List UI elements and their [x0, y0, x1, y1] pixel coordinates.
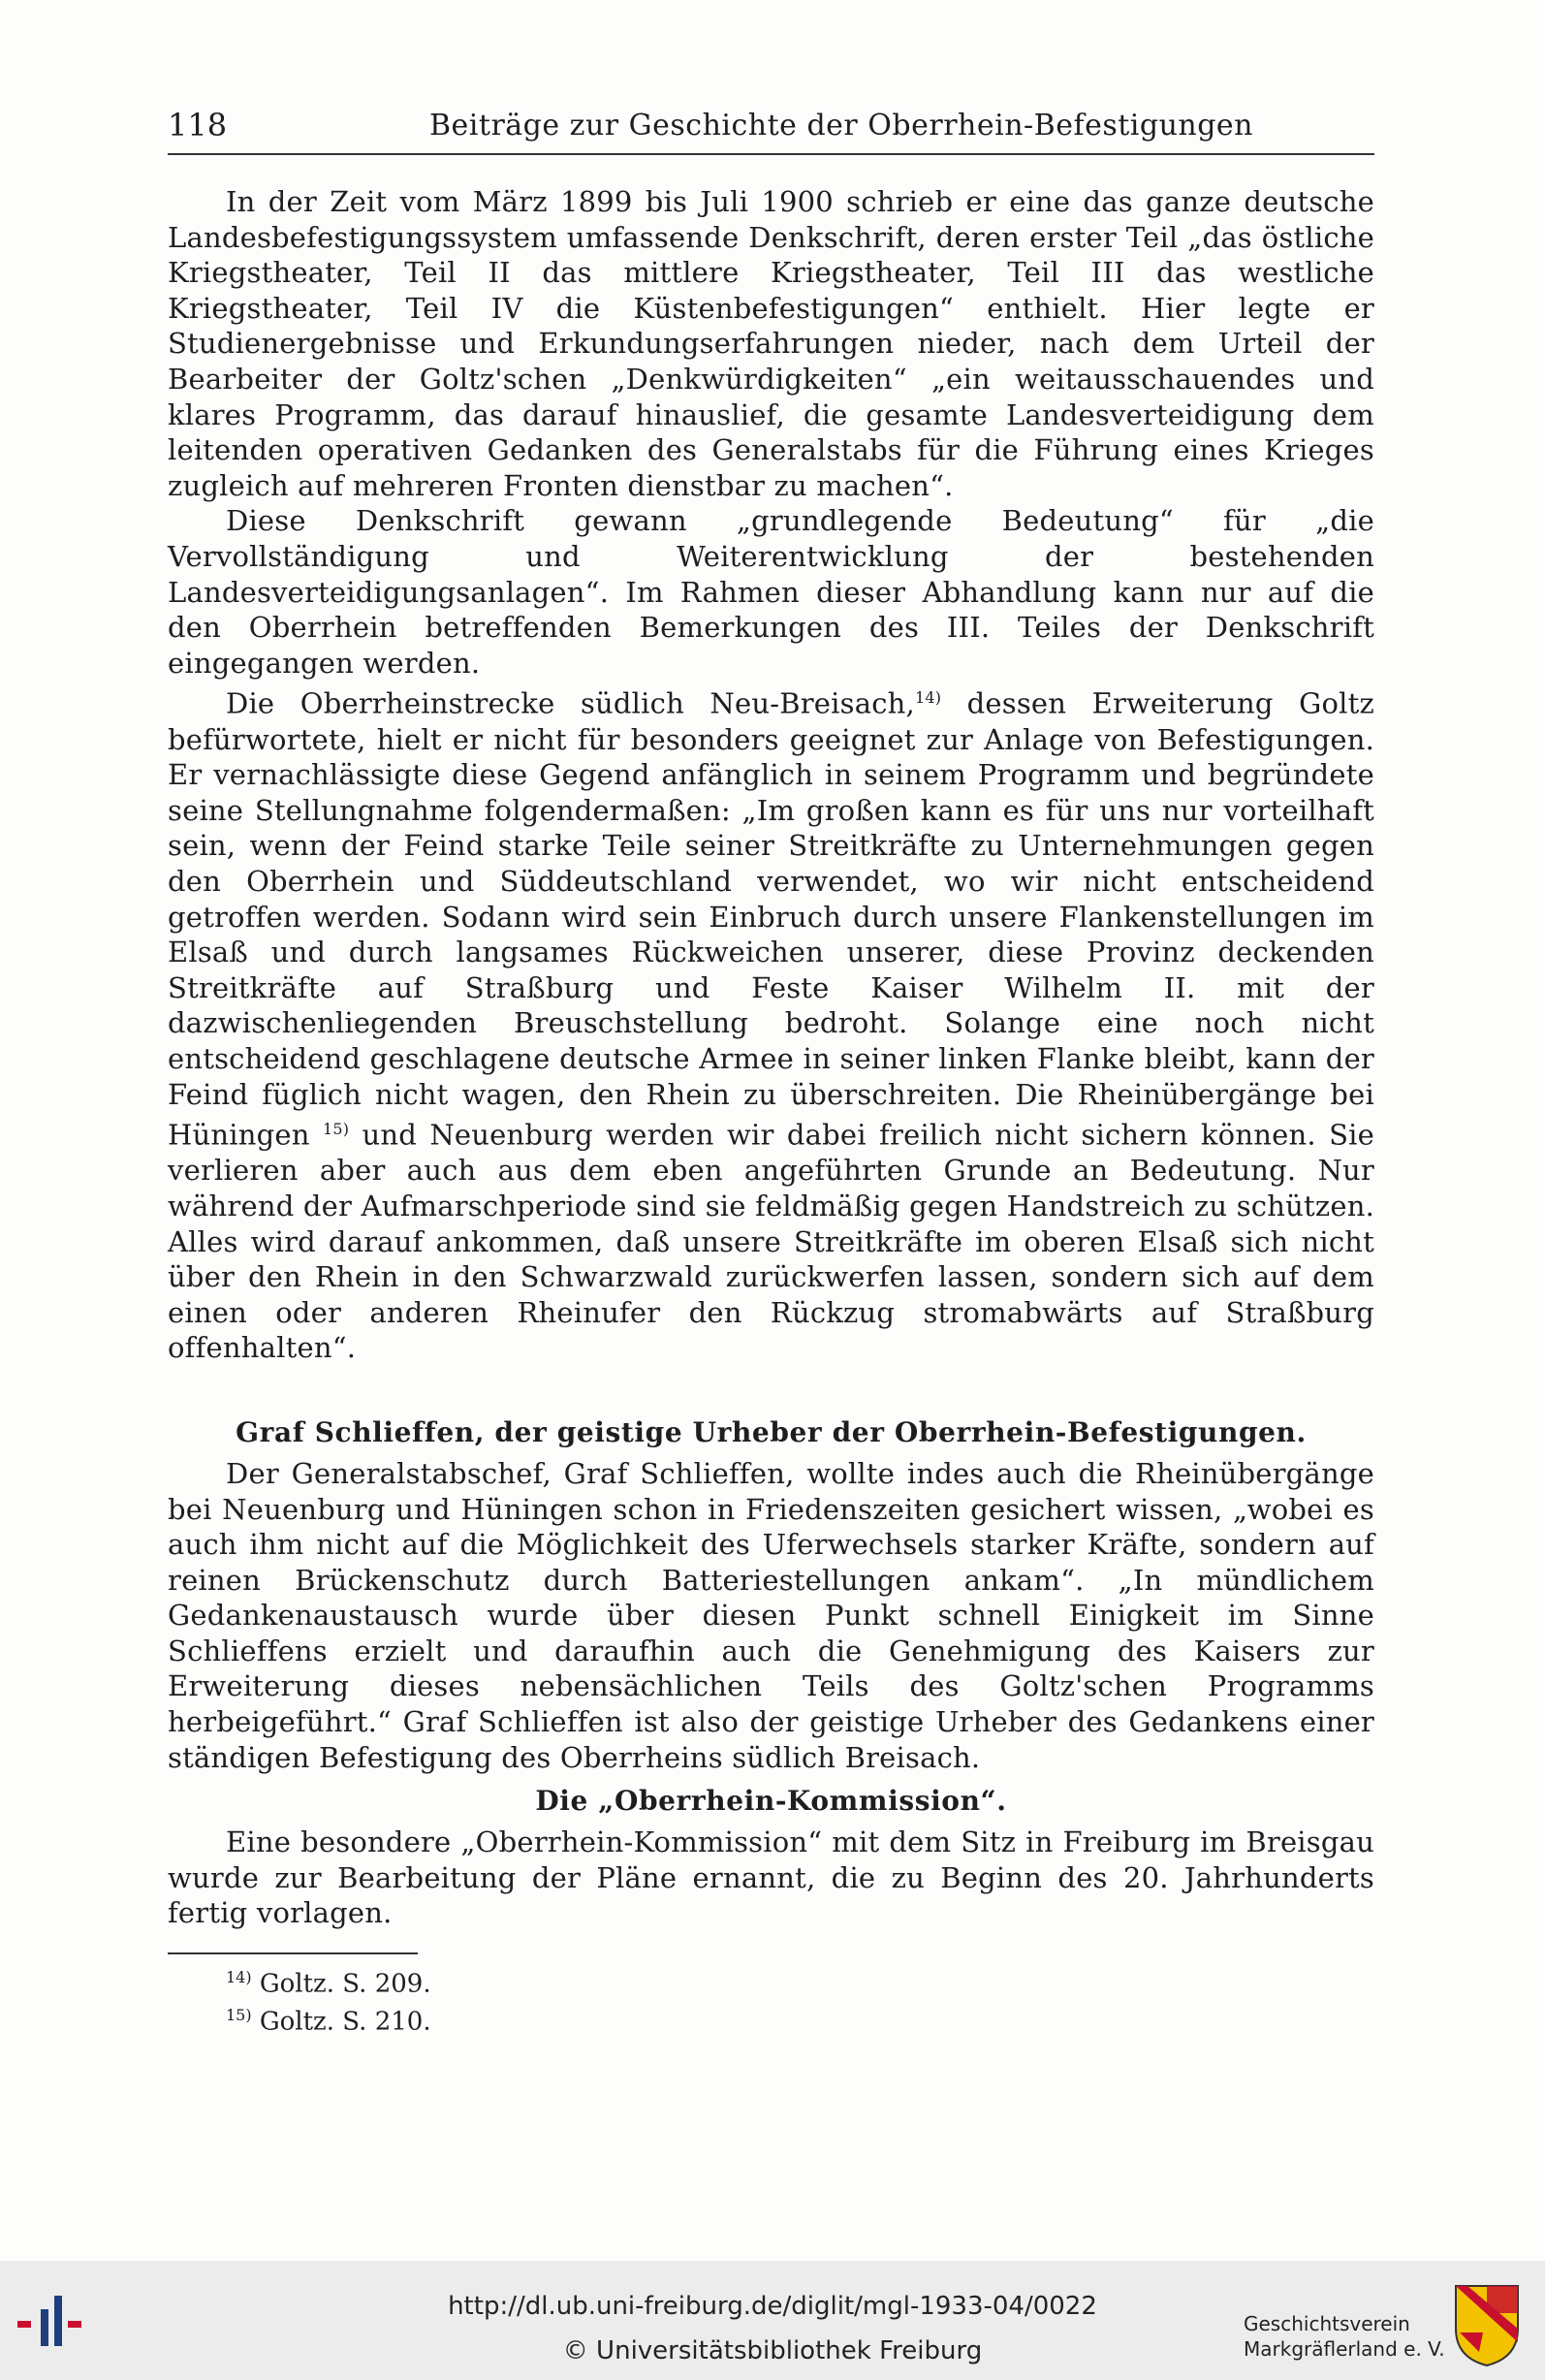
- footnote-14: [168, 1962, 1374, 2000]
- paragraph-5: Eine besondere „Oberrhein-Kommission“ mit dem Sitz in Freiburg im Breisgau wurde zur Bearbeitung der Pläne ernannt, die zu Beginn des 20. Jahrhunderts fertig vorlagen.: [168, 1825, 1374, 1930]
- paragraph-1: In der Zeit vom März 1899 bis Juli 1900 schrieb er eine das ganze deutsche Landesbefestigungssystem umfassende Denkschrift, deren erster Teil „das östliche Kriegstheater, Teil II das mittlere Kriegstheater, Teil III das westliche Kriegstheater, Teil IV die Küstenbefestigungen“ enthielt. Hier legte er Studienergebnisse und Erkundungserfahrungen nieder, nach dem Urteil der Bearbeiter der Goltz'schen „Denkwürdigkeiten“ „ein weitausschauendes und klares Programm, das darauf hinauslief, die gesamte Landesverteidigung dem leitenden operativen Gedanken des Generalstabs für die Führung eines Krieges zugleich auf mehreren Fronten dienstbar zu machen“.: [168, 185, 1374, 502]
- footnote-number: 15): [226, 2005, 252, 2024]
- section-heading-kommission: Die „Oberrhein-Kommission“.: [535, 1785, 1007, 1818]
- paragraph-4: Der Generalstabschef, Graf Schlieffen, wollte indes auch die Rheinübergänge bei Neuenburg und Hüningen schon in Friedenszeiten gesichert wissen, „wobei es auch ihm nicht auf die Möglichkeit des Uferwechsels starker Kräfte, sondern auf reinen Brückenschutz durch Batteriestellungen ankam“. „In mündlichem Gedankenaustausch wurde über diesen Punkt schnell Einigkeit im Sinne Schlieffens erzielt und daraufhin auch die Genehmigung des Kaisers zur Erweiterung dieses nebensächlichen Teils des Goltz'schen Programms herbeigeführt.“ Graf Schlieffen ist also der geistige Urheber des Gedankens einer ständigen Befestigung des Oberrheins südlich Breisach.: [168, 1456, 1374, 1774]
- footnote-15: [168, 2000, 1374, 2038]
- section-heading-schlieffen: Graf Schlieffen, der geistige Urheber der Oberrhein-Befestigungen.: [236, 1415, 1307, 1448]
- footnote-text: Goltz. S. 209.: [251, 1969, 431, 1999]
- society-name-line-1: Geschichtsverein: [1244, 2312, 1410, 2335]
- paragraph-3-part-2: dessen Erweiterung Goltz befürwortete, hielt er nicht für besonders geeignet zur Anlage von Befestigungen. Er vernachlässigte diese Gegend anfänglich in seinem Programm und begründete seine Stellungnahme folgendermaßen: „Im großen kann es für uns nur vorteilhaft sein, wenn der Feind starke Teile seiner Streitkräfte zu Unternehmungen gegen den Oberrhein und Süddeutschland verwendet, wo wir nicht entscheidend getroffen werden. Sodann wird sein Einbruch durch unsere Flankenstellungen im Elsaß und durch langsames Rückweichen unserer, diese Provinz deckenden Streitkräfte auf Straßburg und Feste Kaiser Wilhelm II. mit der dazwischenliegenden Breuschstellung bedroht. Solange eine noch nicht entscheidend geschlagene deutsche Armee in seiner linken Flanke bleibt, kann der Feind füglich nicht wagen, den Rhein zu überschreiten. Die Rheinübergänge bei Hüningen: [168, 686, 1374, 1152]
- paragraph-3: [168, 681, 1374, 1366]
- paragraph-3-part-1: Die Oberrheinstrecke südlich Neu-Breisach,: [226, 686, 915, 720]
- permalink-url[interactable]: http://dl.ub.uni-freiburg.de/diglit/mgl-1933-04/0022: [448, 2292, 1097, 2321]
- footnote-divider: [168, 1952, 418, 1954]
- body-text: [168, 184, 1374, 2037]
- footnote-ref-14[interactable]: 14): [914, 688, 942, 708]
- society-name-line-2: Markgräflerland e. V.: [1244, 2337, 1445, 2361]
- paragraph-2: Diese Denkschrift gewann „grundlegende Bedeutung“ für „die Vervollständigung und Weiterentwicklung der bestehenden Landesverteidigungsanlagen“. Im Rahmen dieser Abhandlung kann nur auf die den Oberrhein betreffenden Bemerkungen des III. Teiles der Denkschrift eingegangen werden.: [168, 504, 1374, 680]
- digitization-footer: [0, 2261, 1545, 2380]
- footnote-number: 14): [226, 1968, 252, 1987]
- society-name: [1244, 2311, 1445, 2362]
- page-header: [168, 105, 1374, 155]
- paragraph-3-part-3: und Neuenburg werden wir dabei freilich nicht sichern können. Sie verlieren aber auch aus dem eben angeführten Grunde an Bedeutung. Nur während der Aufmarschperiode sind sie feldmäßig gegen Handstreich zu schützen. Alles wird darauf ankommen, daß unsere Streitkräfte im oberen Elsaß sich nicht über den Rhein in den Schwarzwald zurückwerfen lassen, sondern sich auf dem einen oder anderen Rheinufer den Rückzug stromabwärts auf Straßburg offenhalten“.: [168, 1118, 1374, 1365]
- running-title: Beiträge zur Geschichte der Oberrhein-Befestigungen: [429, 109, 1254, 143]
- footnote-text: Goltz. S. 210.: [251, 2007, 431, 2037]
- copyright-notice: © Universitätsbibliothek Freiburg: [562, 2336, 983, 2365]
- page-number: 118: [168, 107, 228, 143]
- coat-of-arms-icon: [1454, 2284, 1520, 2367]
- footnote-ref-15[interactable]: 15): [322, 1120, 350, 1139]
